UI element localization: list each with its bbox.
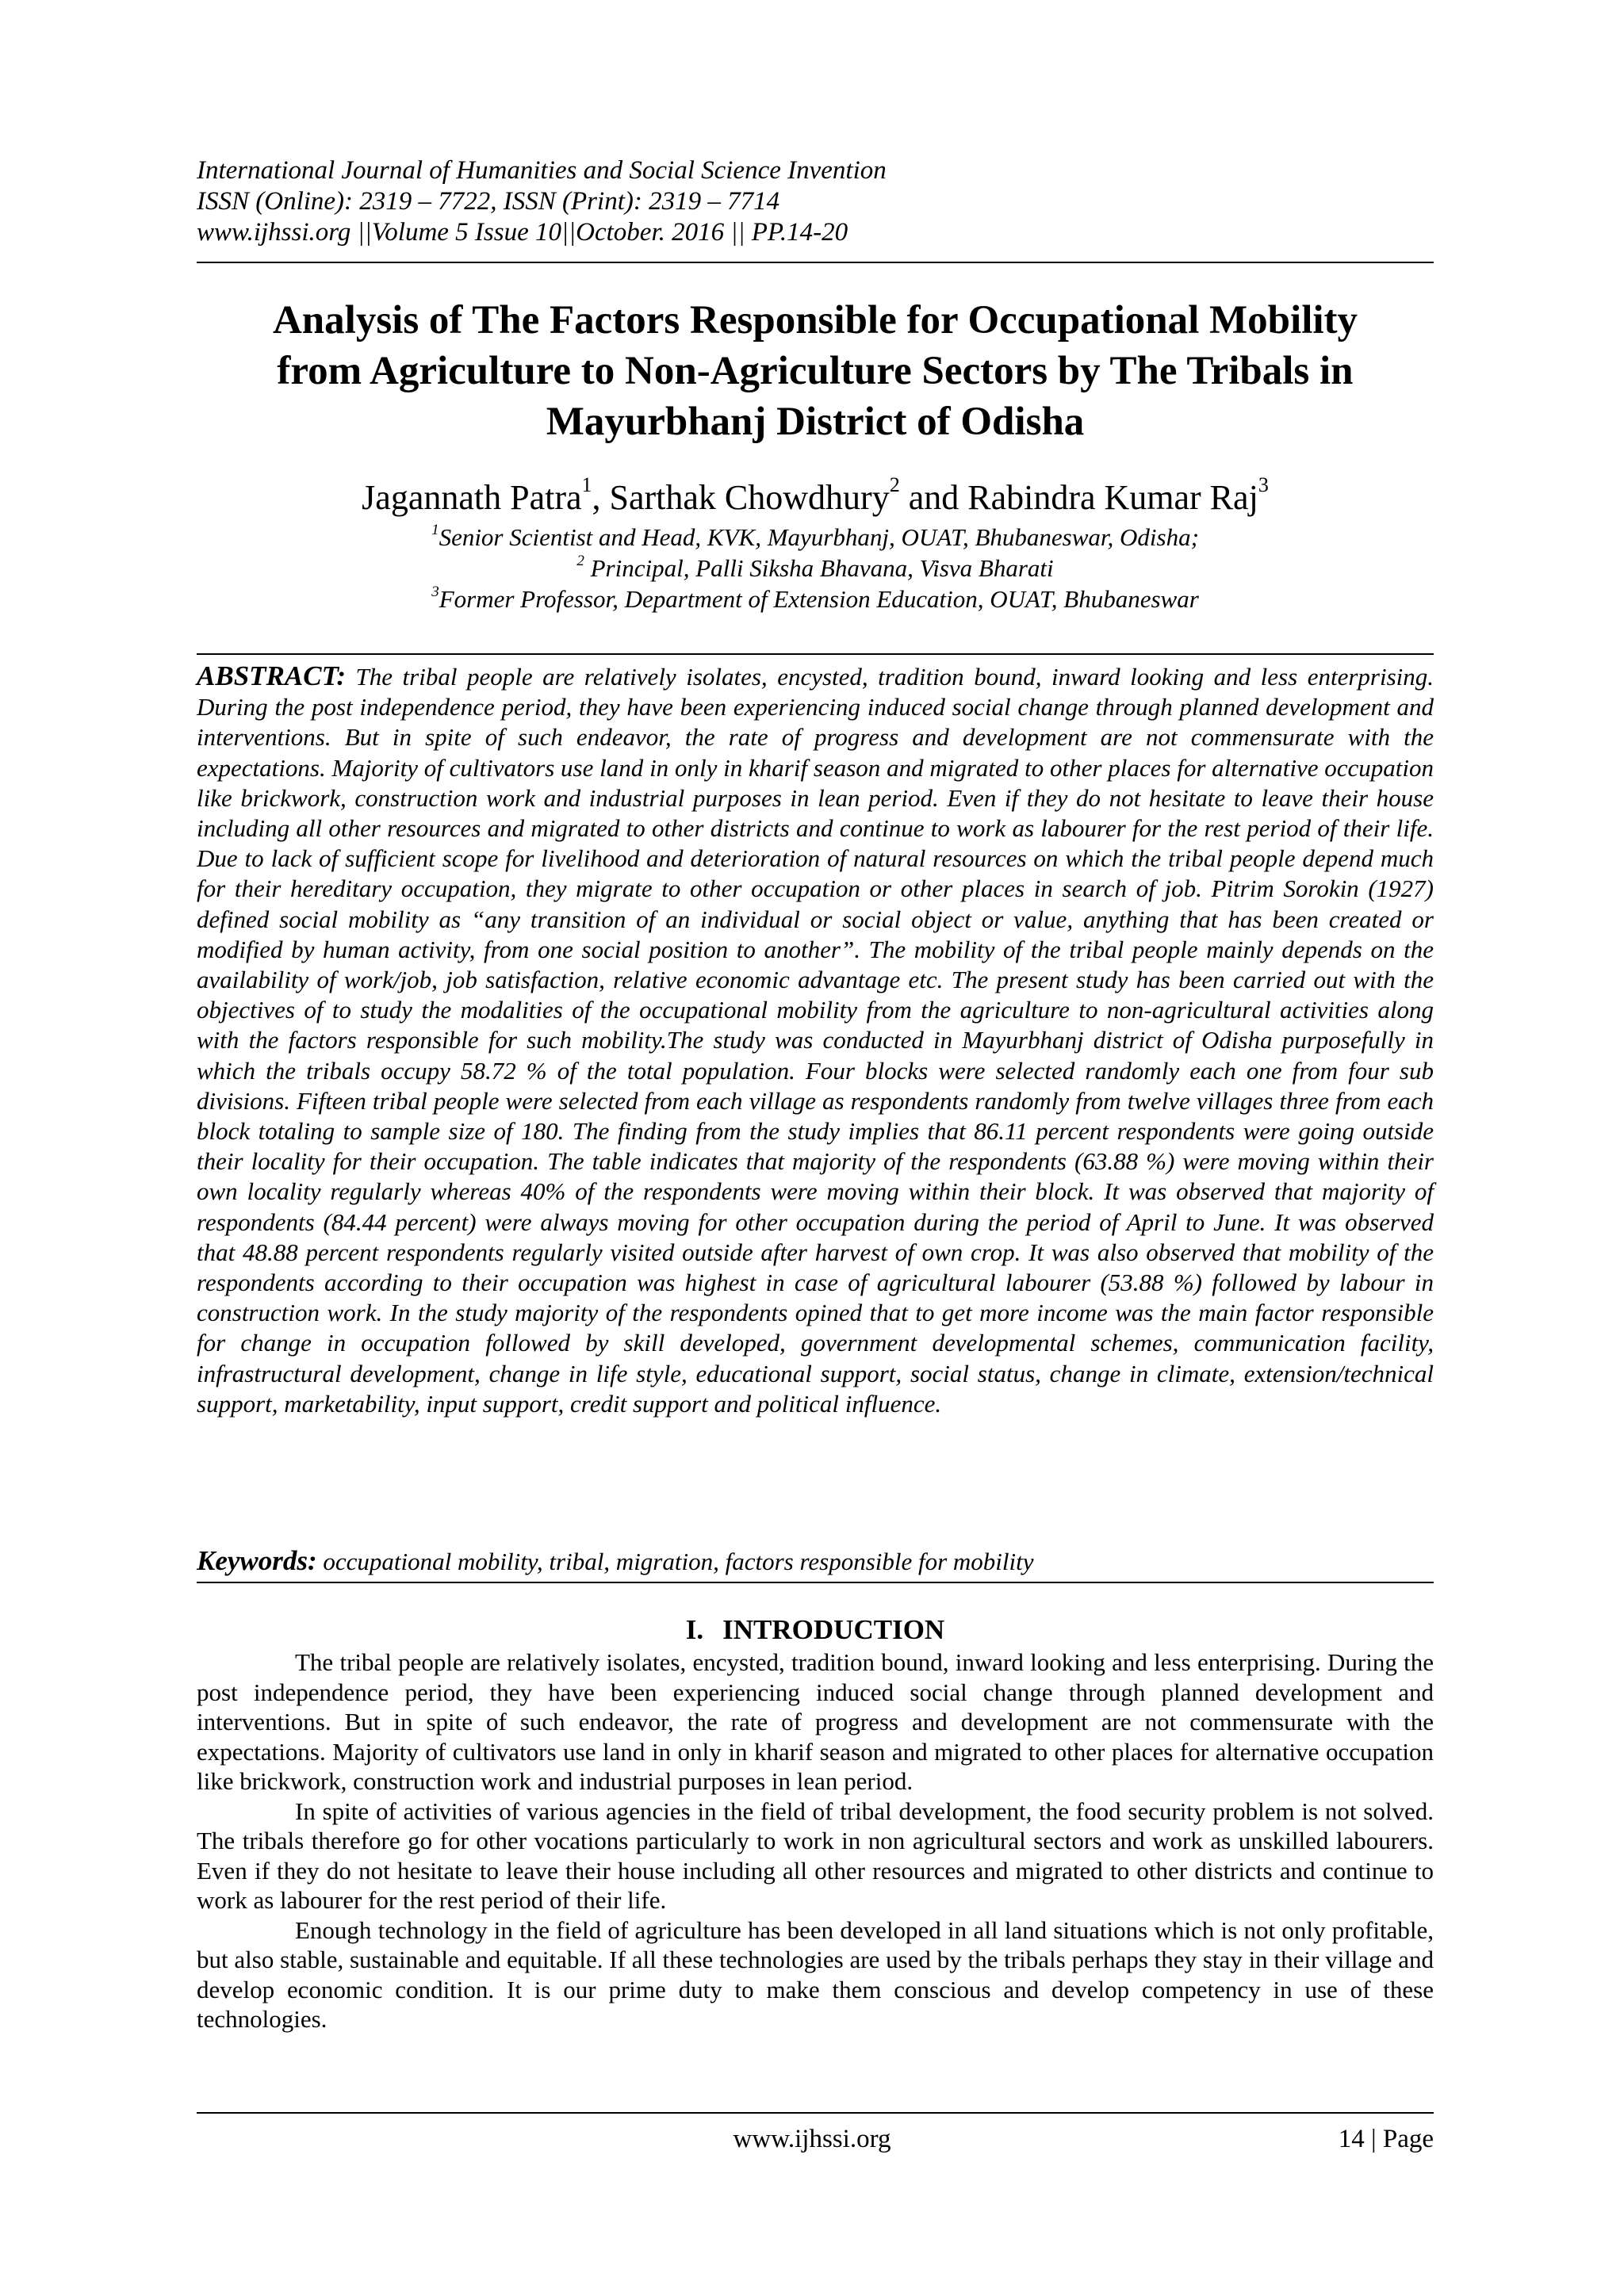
author-list (197, 473, 1434, 520)
keywords-text: occupational mobility, tribal, migration, factors responsible for mobility (323, 1548, 1034, 1575)
footer-rule (197, 2112, 1434, 2114)
title-line: from Agriculture to Non-Agriculture Sectors by The Tribals in (277, 349, 1354, 393)
paragraph: Enough technology in the field of agriculture has been developed in all land situations which is not only profitable, but also stable, sustainable and equitable. If all these technologies are used by the tribals perhaps they stay in their village and develop economic condition. It is our prime duty to make them conscious and develop competency in use of these technologies. (197, 1915, 1434, 2033)
body-text (197, 1647, 1434, 2034)
author-name: Sarthak Chowdhury (609, 478, 890, 517)
header-rule (197, 262, 1434, 263)
abstract-top-rule (197, 653, 1434, 655)
page-number: 14 | Page (1338, 2125, 1434, 2153)
paragraph: In spite of activities of various agencies in the field of tribal development, the food security problem is not solved. The tribals therefore go for other vocations particularly to work in non agricultural sectors and work as unskilled labourers. Even if they do not hesitate to leave their house including all other resources and migrated to other districts and continue to work as labourer for the rest period of their life. (197, 1797, 1434, 1914)
title-line: Mayurbhanj District of Odisha (546, 400, 1085, 444)
affiliation-mark: 1 (431, 522, 439, 538)
author-name: Rabindra Kumar Raj (967, 478, 1258, 517)
keywords-label: Keywords: (197, 1545, 317, 1576)
author-name: Jagannath Patra (362, 478, 582, 517)
author-affiliation-mark: 2 (889, 473, 900, 496)
paper-title (197, 295, 1434, 447)
title-line: Analysis of The Factors Responsible for Occupational Mobility (272, 298, 1358, 342)
author-separator: and (899, 478, 968, 517)
footer-url: www.ijhssi.org (733, 2125, 891, 2153)
paragraph: The tribal people are relatively isolates, encysted, tradition bound, inward looking and less enterprising. During the post independence period, they have been experiencing induced social change through planned development and interventions. But in spite of such endeavor, the rate of progress and development are not commensurate with the expectations. Majority of cultivators use land in only in kharif season and migrated to other places for alternative occupation like brickwork, construction work and industrial purposes in lean period. (197, 1648, 1434, 1795)
affiliation (197, 522, 1434, 553)
affiliation-text: Principal, Palli Siksha Bhavana, Visva Bharati (584, 554, 1054, 582)
journal-issn: ISSN (Online): 2319 – 7722, ISSN (Print): 2319 – 7714 (197, 187, 780, 216)
affiliation-mark: 2 (576, 553, 584, 569)
abstract-text: The tribal people are relatively isolates, encysted, tradition bound, inward looking and less enterprising. During the post independence period, they have been experiencing induced social change through planned development and interventions. But in spite of such endeavor, the rate of progress and development are not commensurate with the expectations. Majority of cultivators use land in only in kharif season and migrated to other places for alternative occupation like brickwork, construction work and industrial purposes in lean period. Even if they do not hesitate to leave their house including all other resources and migrated to other districts and continue to work as labourer for the rest period of their life. Due to lack of sufficient scope for livelihood and deterioration of natural resources on which the tribal people depend much for their hereditary occupation, they migrate to other occupation or other places in search of job. Pitrim Sorokin (1927) defined social mobility as “any transition of an individual or social object or value, anything that has been created or modified by human activity, from one social position to another”. The mobility of the tribal people mainly depends on the availability of work/job, job satisfaction, relative economic advantage etc. The present study has been carried out with the objectives of to study the modalities of the occupational mobility from the agriculture to non-agricultural activities along with the factors responsible for such mobility.The study was conducted in Mayurbhanj district of Odisha purposefully in which the tribals occupy 58.72 % of the total population. Four blocks were selected randomly each one from four sub divisions. Fifteen tribal people were selected from each village as respondents randomly from twelve villages three from each block totaling to sample size of 180. The finding from the study implies that 86.11 percent respondents were going outside their locality for their occupation. The table indicates that majority of the respondents (63.88 %) were moving within their own locality regularly whereas 40% of the respondents were moving within their block. It was observed that majority of respondents (84.44 percent) were always moving for other occupation during the period of April to June. It was observed that 48.88 percent respondents regularly visited outside after harvest of own crop. It was also observed that mobility of the respondents according to their occupation was highest in case of agricultural labourer (53.88 %) followed by labour in construction work. In the study majority of the respondents opined that to get more income was the main factor responsible for change in occupation followed by skill developed, government developmental schemes, communication facility, infrastructural development, change in life style, educational support, social status, change in climate, extension/technical support, marketability, input support, credit support and political influence. (197, 663, 1434, 1418)
author-affiliation-mark: 1 (581, 473, 592, 496)
section-title: INTRODUCTION (722, 1614, 945, 1645)
affiliation-text: Senior Scientist and Head, KVK, Mayurbhanj, OUAT, Bhubaneswar, Odisha; (439, 523, 1199, 551)
affiliation-mark: 3 (431, 584, 439, 600)
abstract-label: ABSTRACT: (197, 660, 347, 691)
journal-header (197, 155, 1434, 248)
affiliation (197, 553, 1434, 584)
affiliation-text: Former Professor, Department of Extension Education, OUAT, Bhubaneswar (439, 585, 1199, 613)
journal-name: International Journal of Humanities and Social Science Invention (197, 156, 887, 185)
keywords (197, 1546, 1434, 1577)
section-number: I. (685, 1614, 704, 1645)
abstract-bottom-rule (197, 1582, 1434, 1583)
section-heading (197, 1614, 1434, 1646)
abstract (197, 661, 1434, 1419)
affiliation (197, 584, 1434, 614)
affiliation-list (197, 522, 1434, 614)
journal-volume-info: www.ijhssi.org ||Volume 5 Issue 10||October. 2016 || PP.14-20 (197, 218, 848, 247)
author-affiliation-mark: 3 (1258, 473, 1269, 496)
author-separator: , (592, 478, 610, 517)
